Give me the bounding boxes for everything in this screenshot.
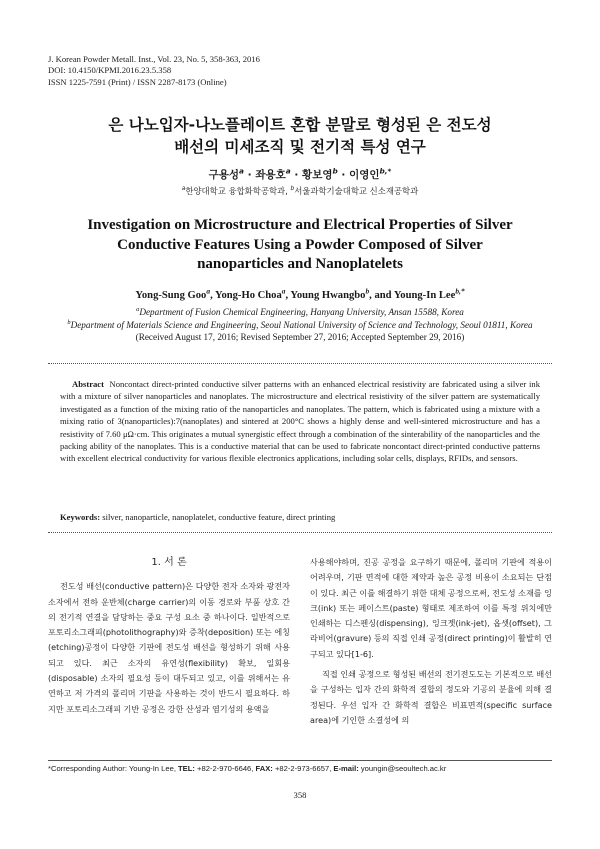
author-separator: ·	[244, 169, 256, 181]
footnote-rule	[48, 760, 552, 761]
english-author: Young-In Lee	[393, 290, 456, 301]
korean-author: 이영인	[349, 169, 380, 181]
divider-top	[48, 363, 552, 364]
keywords	[60, 512, 540, 522]
english-title-line-1: Investigation on Microstructure and Electrical Properties of Silver	[87, 217, 513, 233]
page-number: 358	[293, 790, 307, 800]
abstract-text: Noncontact direct-printed conductive silver patterns with an enhanced electrical resistivity are fabricated using a silver ink with a mixture of silver nanoparticles and nanoplates. The microstructure and electrical resistivity of the silver pattern are systematically investigated as a function of the mixing ratio of the nanoparticles and nanoplates. The pattern, which is fabricated using a mixture with a mixing ratio of 3(nanoparticles):7(nanoplates) and sintered at 200°C shows a highly dense and well-sintered microstructure and has a resistivity of 7.60 μΩ·cm. This originates a mutual synergistic effect through a combination of the sinterability of the nanoparticles and the packing ability of the nanoplates. This is a conductive material that can be used to fabricate noncontact direct-printed conductive patterns with excellent electrical conductivity for various flexible electronics applications, including solar cells, displays, RFIDs, and sensors.	[60, 379, 541, 464]
keywords-label: Keywords:	[60, 512, 101, 522]
korean-title-line-1: 은 나노입자-나노플레이트 혼합 분말로 형성된 은 전도성	[108, 116, 492, 134]
korean-author-sup: a	[285, 166, 291, 176]
author-separator: ·	[337, 169, 350, 181]
english-author-sup: b	[365, 286, 370, 296]
journal-doi: DOI: 10.4150/KPMI.2016.23.5.358	[48, 65, 172, 76]
section-title: 1. 서 론	[151, 557, 187, 568]
english-author: Yong-Ho Choa	[214, 290, 282, 301]
english-authors	[0, 286, 600, 301]
divider-bottom	[48, 532, 552, 533]
author-separator: , and	[369, 290, 394, 301]
abstract	[60, 378, 540, 465]
author-separator: ,	[285, 290, 291, 301]
korean-authors	[0, 167, 600, 182]
korean-title-line-2: 배선의 미세조직 및 전기적 특성 연구	[174, 138, 426, 156]
journal-info	[48, 54, 260, 88]
author-separator: ,	[210, 290, 215, 301]
journal-citation: J. Korean Powder Metall. Inst., Vol. 23, No. 5, 358-363, 2016	[48, 54, 260, 64]
keywords-text: silver, nanoparticle, nanoplatelet, conductive feature, direct printing	[100, 512, 336, 522]
english-title-line-3: nanoparticles and Nanoplatelets	[197, 256, 403, 272]
affil-sup: b	[290, 186, 295, 193]
email-value: youngin@seoultech.ac.kr	[358, 764, 447, 773]
affil-sup: b	[67, 318, 71, 326]
korean-affiliations	[0, 185, 600, 197]
english-affiliations	[0, 306, 600, 332]
body-column-left	[48, 555, 290, 717]
english-author-sup: a	[281, 286, 286, 296]
korean-title	[0, 114, 600, 158]
affil-sup: a	[181, 186, 186, 193]
english-title-line-2: Conductive Features Using a Powder Composed of Silver	[117, 236, 483, 253]
affil-sup: a	[136, 305, 140, 313]
fax-value: +82-2-973-6657,	[272, 764, 334, 773]
tel-label: TEL:	[178, 764, 195, 773]
korean-affiliation-a: 한양대학교 융합화학공학과,	[185, 186, 291, 196]
tel-value: +82-2-970-6646,	[194, 764, 256, 773]
corresponding-author-footnote	[48, 764, 552, 773]
english-author: Yong-Sung Goo	[135, 290, 207, 301]
author-separator: ·	[290, 169, 303, 181]
korean-author-sup: b,*	[379, 166, 392, 176]
email-label: E-mail:	[333, 764, 359, 773]
fax-label: FAX:	[255, 764, 273, 773]
english-author-sup: b,*	[455, 286, 465, 296]
abstract-label: Abstract	[72, 379, 104, 389]
english-author: Young Hwangbo	[290, 290, 366, 301]
body-paragraph: 전도성 배선(conductive pattern)은 다양한 전자 소자와 광전자 소자에서 전하 운반체(charge carrier)의 이동 경로와 부품 상호 간의 전기적 연결을 담당하는 중요 구성 요소 중 하나이다. 일반적으로 포토리소그래피(photolithography)와 증착(deposition) 또는 에칭(etching)공정이 다양한 기판에 전도성 배선을 형성하기 위해 사용되고 있다. 최근 소자의 유연성(flexibility) 확보, 일회용(disposable) 소자의 필요성 등이 대두되고 있고, 이를 위해서는 유연하고 저 가격의 폴리머 기판을 사용하는 것이 반드시 필요하다. 하지만 포토리소그래피 기반 공정은 강한 산성과 염기성의 용액을	[48, 581, 290, 714]
english-title	[0, 216, 600, 275]
english-affiliation-b: Department of Materials Science and Engineering, Seoul National University of Science and Technology, Seoul 01811, Korea	[70, 320, 533, 330]
korean-author-sup: b	[332, 166, 338, 176]
received-dates: (Received August 17, 2016; Revised September 27, 2016; Accepted September 29, 2016)	[135, 332, 465, 342]
korean-author: 구용성	[208, 169, 240, 181]
english-affiliation-a: Department of Fusion Chemical Engineering, Hanyang University, Ansan 15588, Korea	[139, 307, 464, 317]
footnote-lead: *Corresponding Author: Young-In Lee,	[48, 764, 179, 773]
english-author-sup: a	[206, 286, 211, 296]
journal-issn: ISSN 1225-7591 (Print) / ISSN 2287-8173 (Online)	[48, 76, 227, 87]
body-column-right	[310, 555, 552, 728]
body-paragraph: 직접 인쇄 공정으로 형성된 배선의 전기전도도는 기본적으로 배선을 구성하는 입자 간의 화학적 결합의 정도와 기공의 분율에 의해 결정된다. 우선 입자 간 화학적 결합은 비표면적(specific surface area)에 기인한 소결성에 의	[310, 669, 552, 725]
korean-author-sup: a	[239, 166, 245, 176]
body-paragraph: 사용해야하며, 진공 공정을 요구하기 때문에, 폴리머 기판에 적용이 어려우며, 기판 면적에 대한 제약과 높은 공정 비용이 소요되는 단점이 있다. 최근 이를 해결하기 위한 대체 공정으로써, 전도성 소재를 잉크(ink) 또는 페이스트(paste) 형태로 제조하여 이를 특정 위치에만 인쇄하는 디스펜싱(dispensing), 잉크젯(ink-jet), 옵셋(offset), 그라비어(gravure) 등의 직접 인쇄 공정(direct printing)이 활발히 연구되고 있다[1-6].	[310, 557, 552, 659]
korean-author: 좌용호	[255, 169, 286, 181]
korean-affiliation-b: 서울과학기술대학교 신소재공학과	[294, 186, 419, 196]
korean-author: 황보영	[302, 169, 333, 181]
